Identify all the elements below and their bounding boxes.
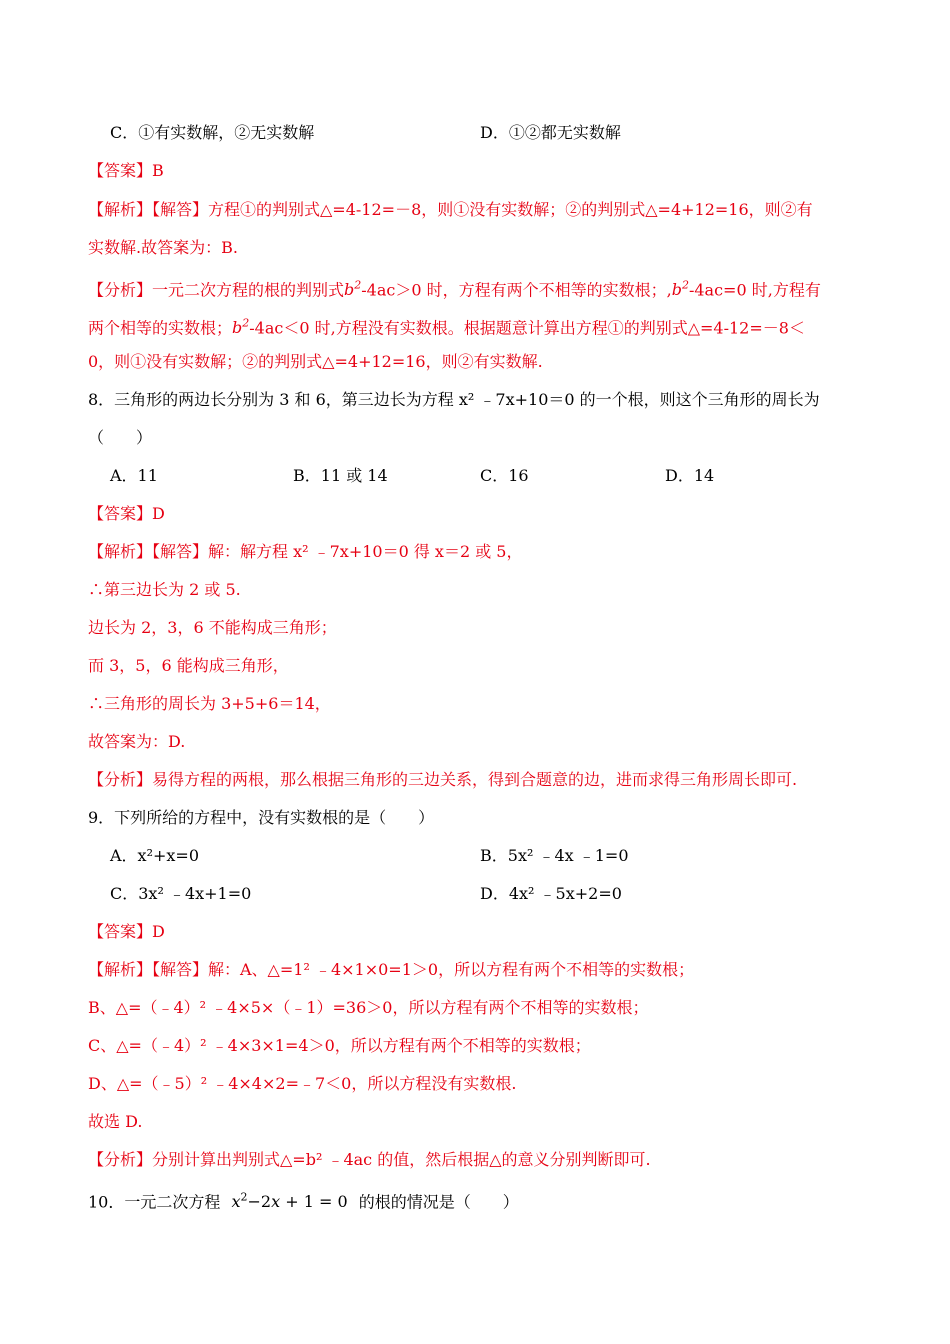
q9-option-d: D．4x² ﹣5x+2=0 <box>480 884 622 903</box>
q7-analysis-1a: 【分析】一元二次方程的根的判别式 <box>88 280 345 300</box>
q8-solution-line6: 故答案为：D. <box>88 732 186 751</box>
q8-option-b: B．11 或 14 <box>293 466 388 485</box>
q8-option-a: A．11 <box>110 466 158 485</box>
q8-solution-line2: ∴第三边长为 2 或 5. <box>88 580 241 599</box>
q9-option-c: C．3x² ﹣4x+1=0 <box>110 884 252 903</box>
q7-analysis-1b: -4ac＞0 时，方程有两个不相等的实数根；, <box>361 280 672 300</box>
q7-analysis-2b: -4ac＜0 时,方程没有实数根。根据题意计算出方程①的判别式△=4-12=－8＜ <box>249 318 805 338</box>
q10-stem-prefix: 10．一元二次方程 <box>88 1192 221 1212</box>
q7-solution-line2: 实数解.故答案为：B. <box>88 238 238 257</box>
q7-analysis-line1 <box>88 275 821 301</box>
q8-stem-line1: 8．三角形的两边长分别为 3 和 6，第三边长为方程 x² ﹣7x+10＝0 的一个根，则这个三角形的周长为 <box>88 390 820 409</box>
q8-solution-line3: 边长为 2，3，6 不能构成三角形； <box>88 618 337 637</box>
q9-option-b: B．5x² ﹣4x ﹣1=0 <box>480 846 629 865</box>
q8-stem-line2: （ ） <box>88 428 153 447</box>
q9-analysis: 【分析】分别计算出判别式△=b² ﹣4ac 的值，然后根据△的意义分别判断即可. <box>88 1150 651 1169</box>
q7-analysis-line2 <box>88 313 805 339</box>
b-squared: $b^2$ <box>344 279 362 300</box>
q7-analysis-2a: 两个相等的实数根； <box>88 318 233 338</box>
q9-solution-line5: 故选 D. <box>88 1112 143 1131</box>
q7-answer: 【答案】B <box>88 161 164 180</box>
q9-stem: 9．下列所给的方程中，没有实数根的是（ ） <box>88 808 435 827</box>
q9-solution-line1: 【解析】【解答】解：A、△=1² ﹣4×1×0=1＞0，所以方程有两个不相等的实数根； <box>88 960 695 979</box>
q9-solution-line2: B、△=（﹣4）² ﹣4×5×（﹣1）=36＞0，所以方程有两个不相等的实数根； <box>88 998 649 1017</box>
q10-equation: $x^2-2x + 1 = 0$ <box>231 1191 348 1212</box>
q8-solution-line1: 【解析】【解答】解：解方程 x² ﹣7x+10＝0 得 x＝2 或 5， <box>88 542 523 561</box>
q8-option-d: D．14 <box>665 466 715 485</box>
q8-option-c: C．16 <box>480 466 529 485</box>
q8-solution-line4: 而 3，5，6 能构成三角形， <box>88 656 289 675</box>
b-squared: $b^2$ <box>232 317 250 338</box>
q8-solution-line5: ∴三角形的周长为 3+5+6＝14， <box>88 694 331 713</box>
q10-stem <box>88 1187 519 1213</box>
q7-analysis-line3: 0，则①没有实数解；②的判别式△=4+12=16，则②有实数解. <box>88 352 543 371</box>
q8-analysis: 【分析】易得方程的两根，那么根据三角形的三边关系，得到合题意的边，进而求得三角形周长即可. <box>88 770 798 789</box>
b-squared: $b^2$ <box>671 279 689 300</box>
q9-answer: 【答案】D <box>88 922 165 941</box>
q7-solution-line1: 【解析】【解答】方程①的判别式△=4-12=－8，则①没有实数解；②的判别式△=4+12=16，则②有 <box>88 200 813 219</box>
q7-option-c: C．①有实数解，②无实数解 <box>110 123 315 142</box>
q9-solution-line3: C、△=（﹣4）² ﹣4×3×1=4＞0，所以方程有两个不相等的实数根； <box>88 1036 591 1055</box>
q7-option-d: D．①②都无实数解 <box>480 123 621 142</box>
q9-option-a: A．x²+x=0 <box>110 846 200 865</box>
q10-stem-suffix: 的根的情况是（ ） <box>358 1192 519 1212</box>
q7-analysis-1c: -4ac=0 时,方程有 <box>688 280 821 300</box>
q8-answer: 【答案】D <box>88 504 165 523</box>
q9-solution-line4: D、△=（﹣5）² ﹣4×4×2=﹣7＜0，所以方程没有实数根. <box>88 1074 517 1093</box>
